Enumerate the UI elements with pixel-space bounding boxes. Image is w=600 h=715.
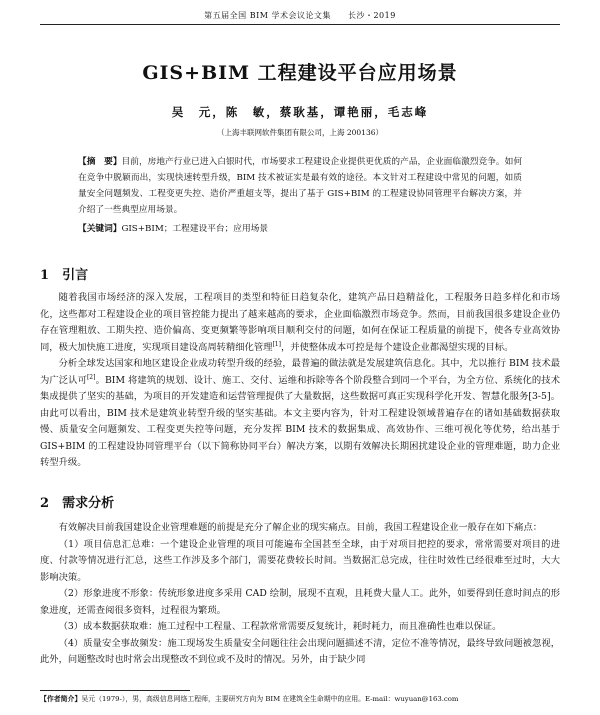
list-paragraph: （2）形象进度不形象：传统形象进度多采用 CAD 绘制，展现不直观，且耗费大量人工。此外，如要得到任意时间点的形象进度，还需查阅很多资料，过程很为繁琐。 (40, 588, 560, 616)
paragraph (40, 290, 560, 356)
section-heading-requirements (40, 492, 560, 511)
paragraph: 有效解决目前我国建设企业管理难题的前提是充分了解企业的现实痛点。目前，我国工程建设企业一般存在如下痛点： (58, 522, 543, 533)
author-list: 吴 元，陈 敏，蔡耿基，谭艳丽，毛志峰 (171, 105, 429, 119)
section-title: 需求分析 (62, 496, 115, 511)
footnote-label: 【作者简介】 (40, 695, 82, 703)
abstract (78, 154, 522, 218)
running-header: 第五届全国 BIM 学术会议论文集 长沙・2019 (204, 11, 396, 20)
section-requirements-body (40, 520, 560, 680)
section-heading-intro (40, 264, 560, 283)
paragraph-text: ，并使整体成本可控是每个建设企业都渴望实现的目标。 (280, 341, 514, 353)
keywords-text: GIS+BIM；工程建设平台；应用场景 (121, 224, 269, 234)
list-paragraph: （1）项目信息汇总难：一个建设企业管理的项目可能遍布全国甚至全球，由于对项目把控的要求，常常需要对项目的进度、付款等情况进行汇总，这些工作涉及多个部门，需要花费较长时间。当数据汇总完成，往往时效性已经很难至过时，大大影响决策。 (40, 538, 560, 583)
keywords (78, 222, 522, 236)
abstract-text: 目前，房地产行业已进入白银时代，市场要求工程建设企业提供更优质的产品，企业面临激烈竞争。如何在竞争中脱颖而出，实现快速转型升级，BIM 技术被证实是最有效的途径。本文针对工程建设中常见的问题，如质量安全问题频发、工程变更失控、造价严重超支等，提出了基于 GIS+BIM 的工程建设协同管理平台解决方案，并介绍了一些典型应用场景。 (78, 157, 522, 215)
paragraph (40, 356, 560, 472)
header-divider (40, 24, 560, 25)
footnote-text: 吴元（1979-），男，高级信息网络工程师，主要研究方向为 BIM 在建筑全生命期中的应用。E-mail：wuyuan@163.com (81, 695, 459, 703)
citation: [2] (86, 373, 96, 381)
paragraph-text: 分析全球发达国家和地区建设企业成功转型升级的经验，最普遍的做法就是发展建筑信息化。其中，尤以推行 BIM 技术最为广泛认可 (40, 358, 560, 386)
paragraph-text: 随着我国市场经济的深入发展，工程项目的类型和特征日趋复杂化，建筑产品日趋精益化，工程服务日趋多样化和市场化，这些都对工程建设企业的项目管控能力提出了越来越高的要求，企业面临激烈市场竞争。然而，目前我国很多建设企业仍存在管理粗放、工期失控、造价偏高、变更频繁等影响项目顺利交付的问题，如何在保证工程质量的前提下，使各专业高效协同，极大加快施工进度，实现项目建设高周转精细化管理 (40, 292, 560, 353)
author-footnote (40, 694, 560, 704)
paragraph-text: 。BIM 将建筑的规划、设计、施工、交付、运维和拆除等各个阶段整合到同一个平台，为全方位、系统化的技术集成提供了坚实的基础，为项目的开发建造和运营管理提供了大量数据，这些数据可真正实现科学化开发、智慧化服务[3-5]。由此可以看出，BIM 技术是建筑业转型升级的坚实基础。本文主要内容为，针对工程建设领域普遍存在的诸如基础数据获取慢、质量安全问题频发、工程变更失控等问题，充分发挥 BIM 技术的数据集成、高效协作、三维可视化等优势，给出基于 GIS+BIM 的工程建设协同管理平台（以下简称协同平台）解决方案，以期有效解决长期困扰建设企业的管理难题，助力企业转型升级。 (40, 374, 560, 468)
footnote-divider (40, 690, 190, 691)
section-intro-body (40, 290, 560, 486)
list-paragraph: （4）质量安全事故频发：施工现场发生质量安全问题往往会出现问题描述不清，定位不准等情况，最终导致问题被忽视，此外，问题整改时也时常会出现整改不到位或不及时的情况。另外，由于缺少同 (40, 637, 560, 665)
abstract-label: 【摘 要】 (78, 157, 122, 167)
section-title: 引言 (62, 268, 89, 283)
keywords-label: 【关键词】 (78, 224, 122, 234)
section-number: 2 (40, 496, 50, 511)
section-number: 1 (40, 268, 50, 283)
author-affiliation: （上海丰联网软件集团有限公司，上海 200136） (216, 128, 383, 137)
paper-title: GIS+BIM 工程建设平台应用场景 (142, 62, 458, 84)
list-paragraph: （3）成本数据获取难：施工过程中工程量、工程款常常需要反复统计，耗时耗力，而且准确性也难以保证。 (58, 621, 502, 632)
citation: [1] (272, 340, 281, 348)
